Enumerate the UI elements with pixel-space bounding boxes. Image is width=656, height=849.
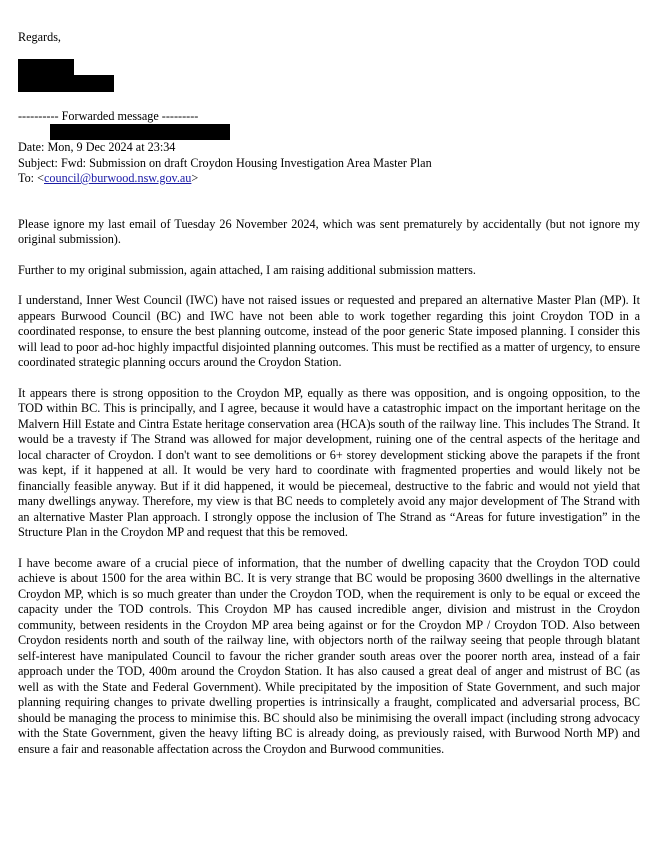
email-to-prefix: To: < bbox=[18, 171, 44, 185]
email-to-link[interactable]: council@burwood.nsw.gov.au bbox=[44, 171, 192, 185]
email-document bbox=[18, 30, 640, 757]
redacted-signature-name bbox=[18, 59, 74, 75]
email-subject: Subject: Fwd: Submission on draft Croydon Housing Investigation Area Master Plan bbox=[18, 155, 432, 170]
email-to-suffix: > bbox=[191, 171, 199, 185]
email-date: Date: Mon, 9 Dec 2024 at 23:34 bbox=[18, 140, 176, 154]
email-to bbox=[18, 171, 640, 187]
paragraph-dwelling-capacity: I have become aware of a crucial piece of information, that the number of dwelling capacity that the Croydon TOD could achieve is about 1500 for the area within BC. It is very strange that BC would be proposing 3600 dwellings in the alternative Croydon MP, which is so much greater than under the Croydon TOD, when the requirement is only to be equal or exceed the capacity under the TOD controls. This Croydon MP has caused incredible anger, division and mistrust in the Croydon community, between residents in the Croydon MP area being against or for the Croydon MP / Croydon TOD. Also between Croydon residents north and south of the railway line, with objectors north of the railway seeing that people through blatant self-interest have manipulated Council to favour the richer grander south areas over the poorer north area, instead of a fair approach under the TOD, 400m around the Croydon Station. It has also caused a great deal of anger and mistrust of BC (as well as with the State and Federal Government). While precipitated by the imposition of State Government, and such major planning requiring changes to private dwelling properties is intrinsically a fraught, complicated and adversarial process, BC should be managing the process to minimise this. BC should also be minimising the overall impact (including strong advocacy with the State Government, given the heavy lifting BC is already doing, as previously raised, with Burwood North MP) and ensure a fair and reasonable affectation across the Croydon and Burwood communities. bbox=[18, 555, 640, 756]
redacted-from-line bbox=[50, 124, 230, 140]
paragraph-heritage-opposition: It appears there is strong opposition to the Croydon MP, equally as there was opposition, and is ongoing opposition, to the TOD within BC. This is principally, and I agree, because it would have a catastrophic impact on the important heritage on the Malvern Hill Estate and Cintra Estate heritage conservation area (HCA)s south of the railway line. This includes The Strand. It would be a travesty if The Strand was allowed for major development, ruining one of the central aspects of the heritage and local character of Croydon. I don't want to see demolitions or 6+ storey development sticking above the parapets if the front was kept, if it happened at all. It would be very hard to coordinate with fragmented properties and would likely not be financially feasible anyway. But if it did happened, it would be piecemeal, destructive to the fabric and would not yield that many dwellings anyway. Therefore, my view is that BC needs to completely avoid any major development of The Strand with an alternative Master Plan approach. I strongly oppose the inclusion of The Strand as “Areas for future investigation” in the Structure Plan in the Croydon MP and request that this be removed. bbox=[18, 385, 640, 539]
forwarded-header: ---------- Forwarded message --------- bbox=[18, 108, 199, 123]
paragraph-further-submission: Further to my original submission, again attached, I am raising additional submission matters. bbox=[18, 262, 476, 277]
paragraph-iwc-coordination: I understand, Inner West Council (IWC) have not raised issues or requested and prepared an alternative Master Plan (MP). It appears Burwood Council (BC) and IWC have not been able to work together regarding this joint Croydon TOD in a coordinated response, to ensure the best planning outcome, instead of the poor generic State imposed planning. I consider this will lead to poor ad-hoc highly impactful disjointed planning outcomes. This must be rectified as a matter of urgency, to ensure coordinated strategic planning occurs around the Croydon Station. bbox=[18, 293, 640, 369]
redacted-signature-title bbox=[18, 75, 114, 92]
closing-text: Regards, bbox=[18, 30, 61, 44]
paragraph-ignore-last-email: Please ignore my last email of Tuesday 26 November 2024, which was sent prematurely by accidentally (but not ignore my original submission). bbox=[18, 216, 640, 246]
